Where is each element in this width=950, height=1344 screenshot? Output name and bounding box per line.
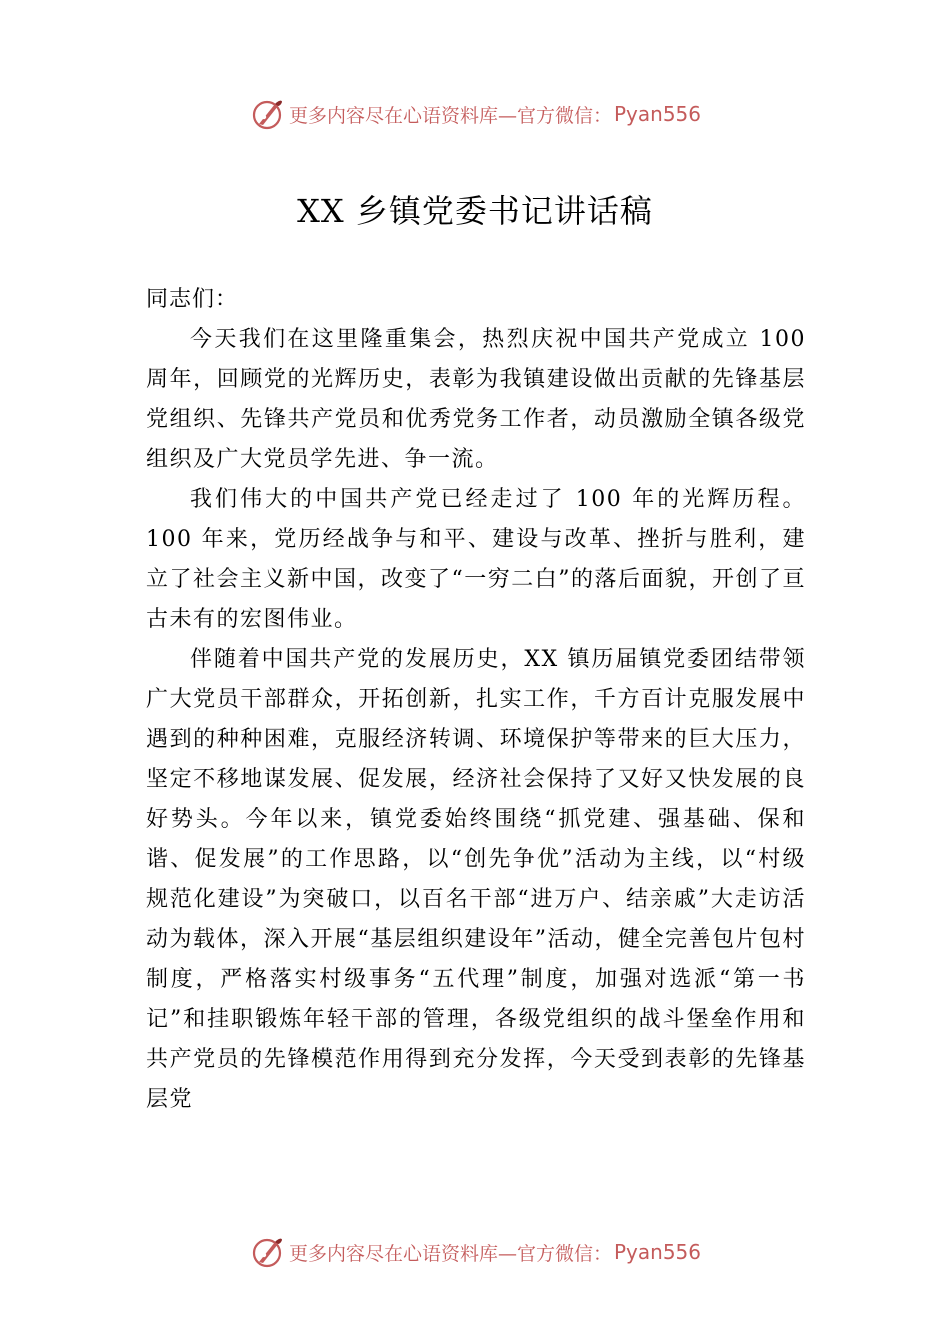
document-title: XX 乡镇党委书记讲话稿 — [297, 192, 653, 230]
salutation: 同志们： — [146, 287, 239, 312]
watermark-footer — [0, 1232, 950, 1272]
quill-logo-icon — [249, 1234, 285, 1270]
document-body — [146, 280, 806, 1120]
watermark-header — [0, 94, 950, 134]
paragraph-1: 今天我们在这里隆重集会，热烈庆祝中国共产党成立 100 周年，回顾党的光辉历史，表彰为我镇建设做出贡献的先锋基层党组织、先锋共产党员和优秀党务工作者，动员激励全镇各级党组织及广大党员学先进、争一流。 — [146, 327, 806, 472]
watermark-text: 更多内容尽在心语资料库—官方微信： — [288, 1242, 612, 1265]
paragraph-2: 我们伟大的中国共产党已经走过了 100 年的光辉历程。100 年来，党历经战争与和平、建设与改革、挫折与胜利，建立了社会主义新中国，改变了“一穷二白”的落后面貌，开创了亘古未有的宏图伟业。 — [146, 487, 806, 632]
wechat-id: Pyan556 — [614, 102, 702, 126]
paragraph-3: 伴随着中国共产党的发展历史，XX 镇历届镇党委团结带领广大党员干部群众，开拓创新，扎实工作，千方百计克服发展中遇到的种种困难，克服经济转调、环境保护等带来的巨大压力，坚定不移地谋发展、促发展，经济社会保持了又好又快发展的良好势头。今年以来，镇党委始终围绕“抓党建、强基础、保和谐、促发展”的工作思路，以“创先争优”活动为主线，以“村级规范化建设”为突破口，以百名干部“进万户、结亲戚”大走访活动为载体，深入开展“基层组织建设年”活动，健全完善包片包村制度，严格落实村级事务“五代理”制度，加强对选派“第一书记”和挂职锻炼年轻干部的管理，各级党组织的战斗堡垒作用和共产党员的先锋模范作用得到充分发挥，今天受到表彰的先锋基层党 — [146, 647, 806, 1112]
watermark-text: 更多内容尽在心语资料库—官方微信： — [288, 104, 612, 127]
wechat-id: Pyan556 — [614, 1240, 702, 1264]
quill-logo-icon — [249, 96, 285, 132]
